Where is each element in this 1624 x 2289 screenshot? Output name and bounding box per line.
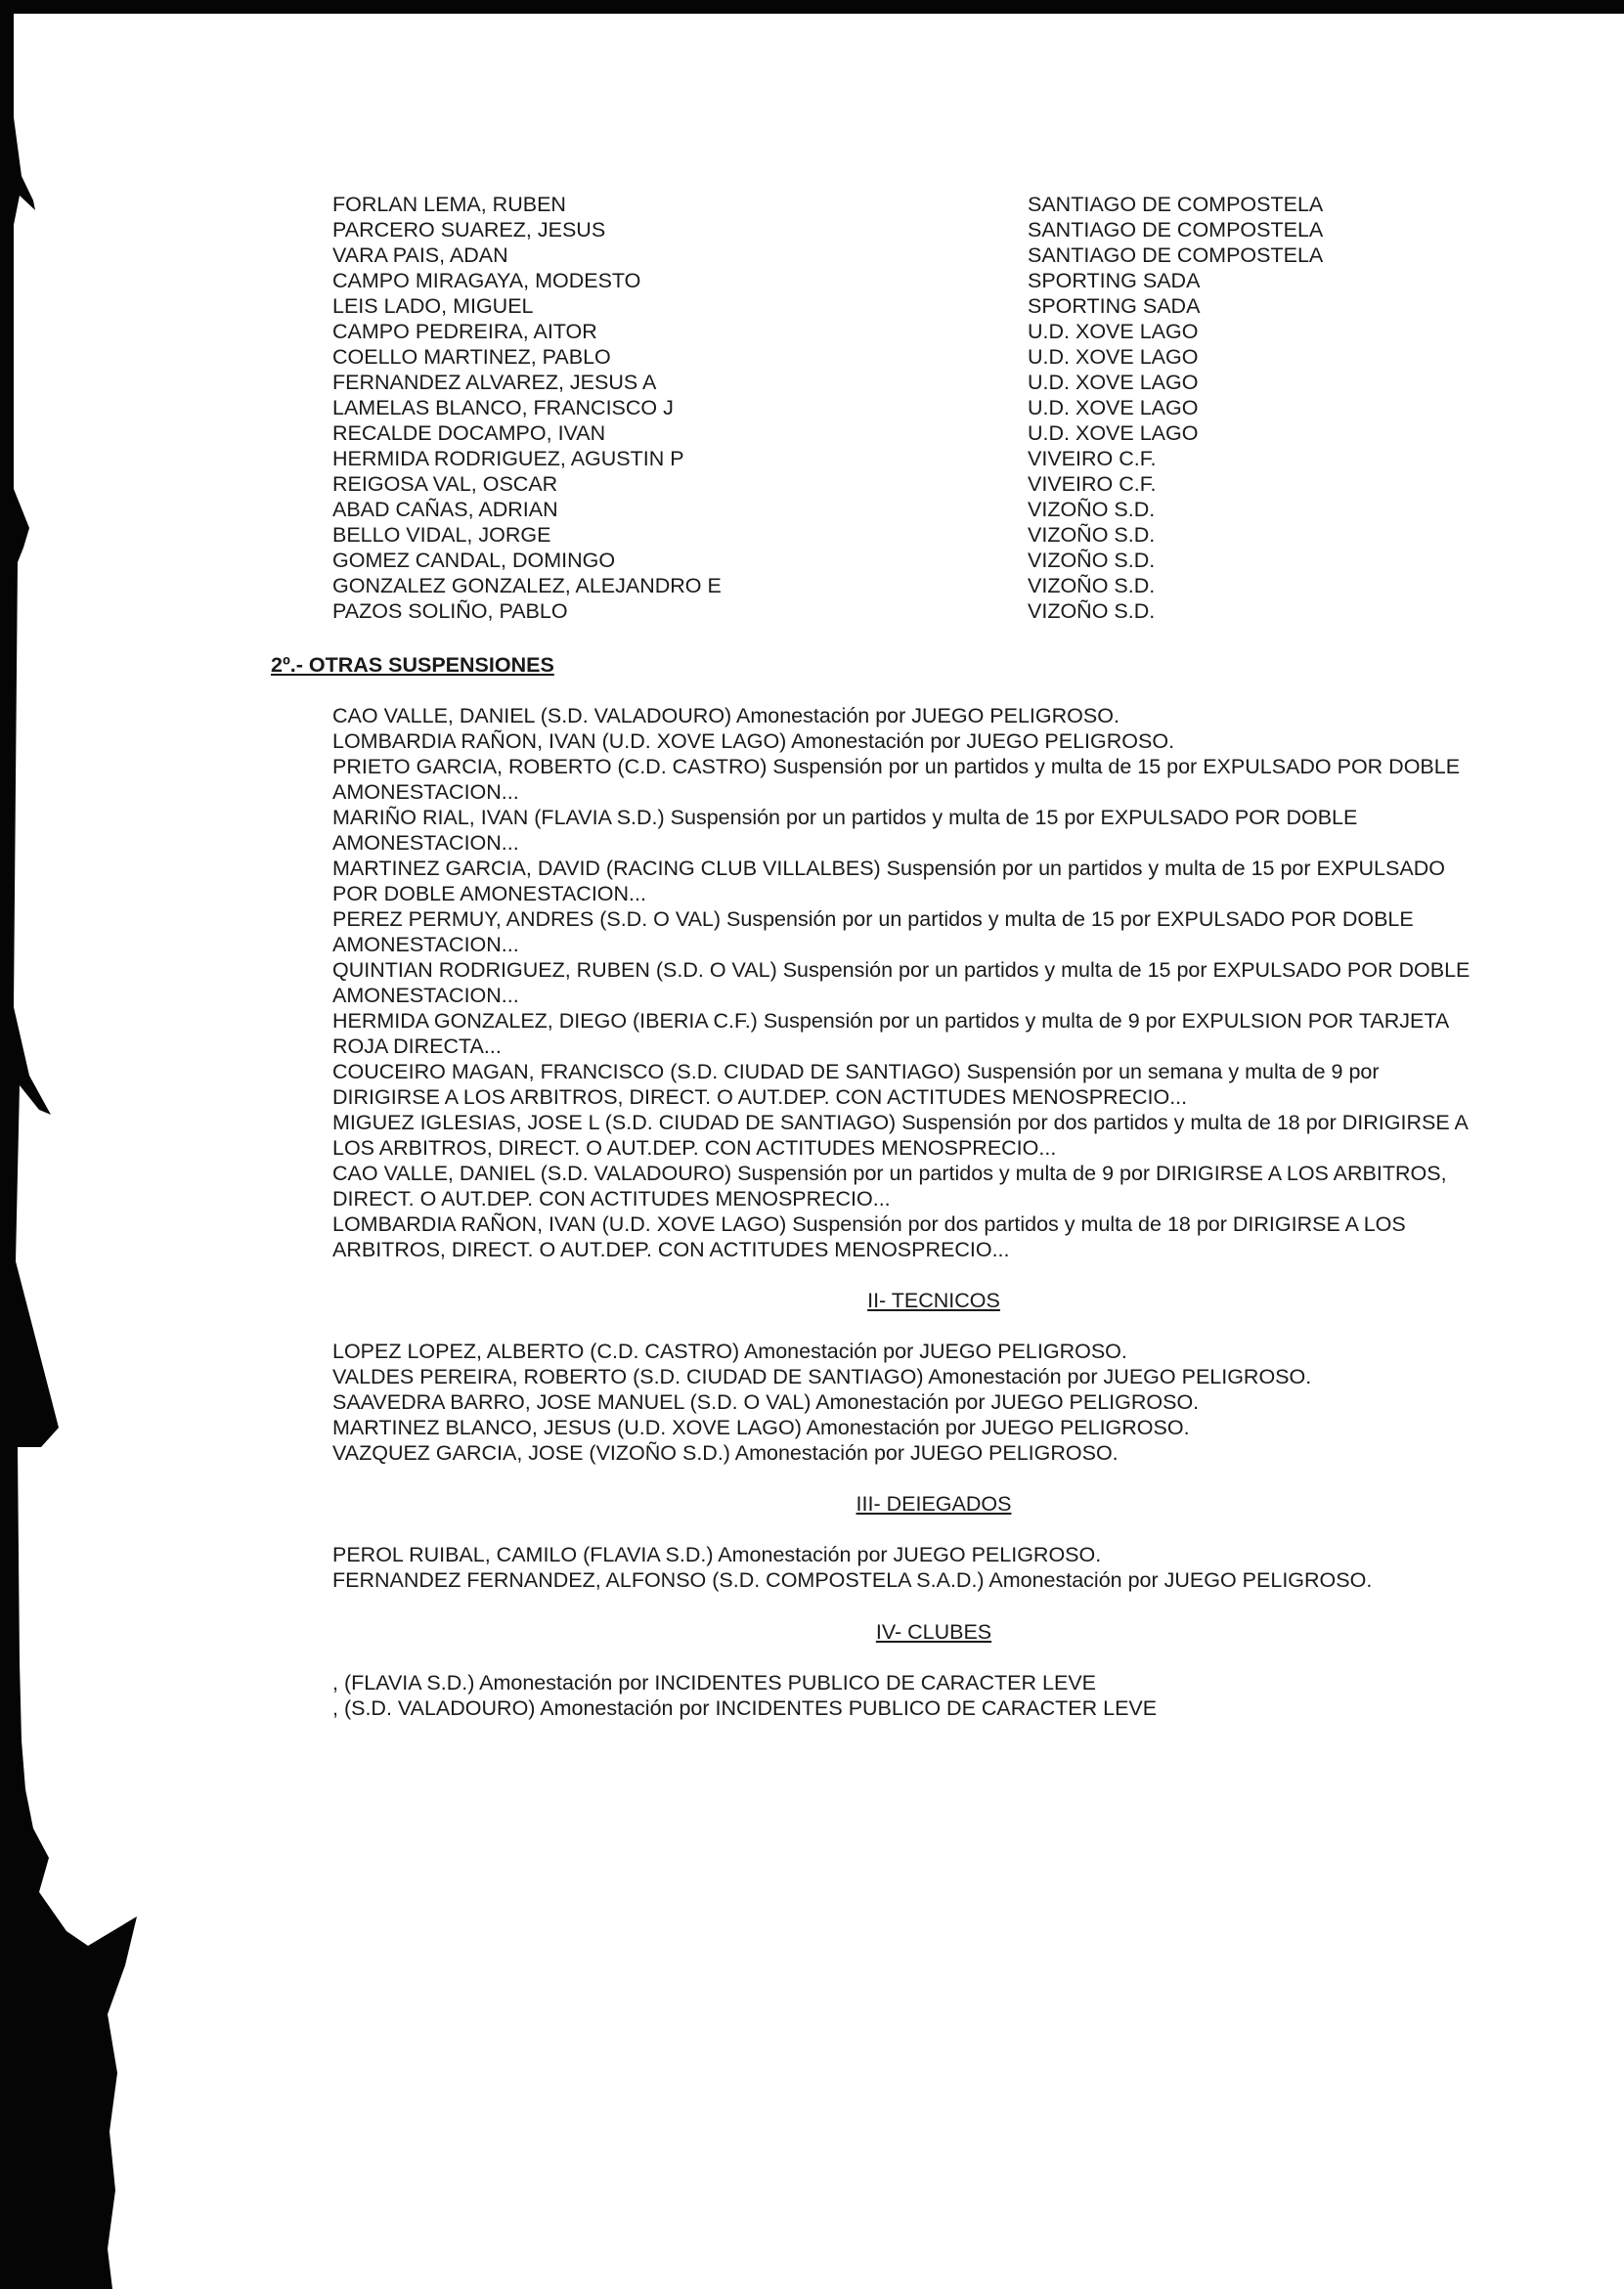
suspension-entry: LOMBARDIA RAÑON, IVAN (U.D. XOVE LAGO) Suspensión por dos partidos y multa de 18 por DIRIGIRSE A LOS ARBITROS, DIRECT. O AUT.DEP. CON ACTITUDES MENOSPRECIO... xyxy=(332,1212,1406,1261)
player-name: CAMPO PEDREIRA, AITOR xyxy=(332,320,597,343)
suspension-entry: PRIETO GARCIA, ROBERTO (C.D. CASTRO) Suspensión por un partidos y multa de 15 por EXPULSADO POR DOBLE AMONESTACION... xyxy=(332,755,1461,804)
player-name: RECALDE DOCAMPO, IVAN xyxy=(332,421,606,445)
tecnico-entry: LOPEZ LOPEZ, ALBERTO (C.D. CASTRO) Amonestación por JUEGO PELIGROSO. xyxy=(332,1340,1127,1363)
players-list xyxy=(332,192,1545,624)
subheading-clubes: IV- CLUBES xyxy=(875,1620,992,1644)
suspension-entry: HERMIDA GONZALEZ, DIEGO (IBERIA C.F.) Suspensión por un partidos y multa de 9 por EXPULSION POR TARJETA ROJA DIRECTA... xyxy=(332,1009,1450,1058)
suspension-entry: MARIÑO RIAL, IVAN (FLAVIA S.D.) Suspensión por un partidos y multa de 15 por EXPULSADO POR DOBLE AMONESTACION... xyxy=(332,806,1358,855)
player-row xyxy=(332,548,1545,573)
tecnico-entry: MARTINEZ BLANCO, JESUS (U.D. XOVE LAGO) Amonestación por JUEGO PELIGROSO. xyxy=(332,1416,1190,1439)
player-row xyxy=(332,293,1545,319)
player-row xyxy=(332,522,1545,548)
player-club: SANTIAGO DE COMPOSTELA xyxy=(1028,243,1324,267)
player-row xyxy=(332,370,1545,395)
player-club: U.D. XOVE LAGO xyxy=(1028,345,1199,369)
player-club: VIZOÑO S.D. xyxy=(1028,523,1156,547)
player-name: VARA PAIS, ADAN xyxy=(332,243,508,267)
tecnico-entry: VALDES PEREIRA, ROBERTO (S.D. CIUDAD DE SANTIAGO) Amonestación por JUEGO PELIGROSO. xyxy=(332,1365,1312,1388)
player-row xyxy=(332,395,1545,420)
tecnico-entry: SAAVEDRA BARRO, JOSE MANUEL (S.D. O VAL) Amonestación por JUEGO PELIGROSO. xyxy=(332,1390,1200,1414)
player-name: GONZALEZ GONZALEZ, ALEJANDRO E xyxy=(332,574,722,597)
player-club: U.D. XOVE LAGO xyxy=(1028,396,1199,419)
player-club: VIZOÑO S.D. xyxy=(1028,574,1156,597)
suspension-entry: CAO VALLE, DANIEL (S.D. VALADOURO) Suspensión por un partidos y multa de 9 por DIRIGIRSE A LOS ARBITROS, DIRECT. O AUT.DEP. CON ACTITUDES MENOSPRECIO... xyxy=(332,1162,1447,1211)
player-row xyxy=(332,573,1545,598)
player-club: VIZOÑO S.D. xyxy=(1028,498,1156,521)
club-entry: , (S.D. VALADOURO) Amonestación por INCIDENTES PUBLICO DE CARACTER LEVE xyxy=(332,1696,1158,1720)
suspension-entry: PEREZ PERMUY, ANDRES (S.D. O VAL) Suspensión por un partidos y multa de 15 por EXPULSADO POR DOBLE AMONESTACION... xyxy=(332,907,1414,956)
tecnico-entry: VAZQUEZ GARCIA, JOSE (VIZOÑO S.D.) Amonestación por JUEGO PELIGROSO. xyxy=(332,1441,1119,1465)
player-name: PAZOS SOLIÑO, PABLO xyxy=(332,599,568,623)
player-name: HERMIDA RODRIGUEZ, AGUSTIN P xyxy=(332,447,684,470)
subheading-delegados: III- DEIEGADOS xyxy=(856,1492,1012,1516)
player-club: U.D. XOVE LAGO xyxy=(1028,421,1199,445)
player-row xyxy=(332,446,1545,471)
player-row xyxy=(332,192,1545,217)
suspension-entry: CAO VALLE, DANIEL (S.D. VALADOURO) Amonestación por JUEGO PELIGROSO. xyxy=(332,704,1119,727)
player-row xyxy=(332,471,1545,497)
player-name: GOMEZ CANDAL, DOMINGO xyxy=(332,549,616,572)
player-name: FERNANDEZ ALVAREZ, JESUS A xyxy=(332,371,657,394)
player-row xyxy=(332,344,1545,370)
player-row xyxy=(332,598,1545,624)
player-club: SPORTING SADA xyxy=(1028,269,1201,292)
player-club: U.D. XOVE LAGO xyxy=(1028,371,1199,394)
player-row xyxy=(332,268,1545,293)
player-club: SPORTING SADA xyxy=(1028,294,1201,318)
player-name: LEIS LADO, MIGUEL xyxy=(332,294,534,318)
player-name: BELLO VIDAL, JORGE xyxy=(332,523,551,547)
subheading-tecnicos: II- TECNICOS xyxy=(867,1289,1000,1312)
player-name: FORLAN LEMA, RUBEN xyxy=(332,193,566,216)
suspension-entry: QUINTIAN RODRIGUEZ, RUBEN (S.D. O VAL) Suspensión por un partidos y multa de 15 por EXPULSADO POR DOBLE AMONESTACION... xyxy=(332,958,1470,1007)
suspension-entry: MIGUEZ IGLESIAS, JOSE L (S.D. CIUDAD DE SANTIAGO) Suspensión por dos partidos y multa de 18 por DIRIGIRSE A LOS ARBITROS, DIRECT. O AUT.DEP. CON ACTITUDES MENOSPRECIO... xyxy=(332,1111,1469,1160)
player-row xyxy=(332,217,1545,242)
section-title-otras-suspensiones: 2º.- OTRAS SUSPENSIONES xyxy=(271,653,554,677)
player-club: VIVEIRO C.F. xyxy=(1028,472,1157,496)
player-name: PARCERO SUAREZ, JESUS xyxy=(332,218,606,242)
suspension-entry: LOMBARDIA RAÑON, IVAN (U.D. XOVE LAGO) Amonestación por JUEGO PELIGROSO. xyxy=(332,729,1175,753)
player-name: CAMPO MIRAGAYA, MODESTO xyxy=(332,269,641,292)
delegados-list xyxy=(332,1542,1535,1593)
player-row xyxy=(332,242,1545,268)
player-name: REIGOSA VAL, OSCAR xyxy=(332,472,558,496)
suspension-entry: MARTINEZ GARCIA, DAVID (RACING CLUB VILLALBES) Suspensión por un partidos y multa de 15 por EXPULSADO POR DOBLE AMONESTACION... xyxy=(332,857,1445,905)
delegado-entry: FERNANDEZ FERNANDEZ, ALFONSO (S.D. COMPOSTELA S.A.D.) Amonestación por JUEGO PELIGROSO. xyxy=(332,1568,1373,1592)
player-row xyxy=(332,319,1545,344)
player-club: VIZOÑO S.D. xyxy=(1028,599,1156,623)
player-club: SANTIAGO DE COMPOSTELA xyxy=(1028,193,1324,216)
player-name: ABAD CAÑAS, ADRIAN xyxy=(332,498,558,521)
player-name: LAMELAS BLANCO, FRANCISCO J xyxy=(332,396,674,419)
delegado-entry: PEROL RUIBAL, CAMILO (FLAVIA S.D.) Amonestación por JUEGO PELIGROSO. xyxy=(332,1543,1102,1566)
club-entry: , (FLAVIA S.D.) Amonestación por INCIDENTES PUBLICO DE CARACTER LEVE xyxy=(332,1671,1097,1695)
player-club: SANTIAGO DE COMPOSTELA xyxy=(1028,218,1324,242)
tecnicos-list xyxy=(332,1339,1535,1466)
player-name: COELLO MARTINEZ, PABLO xyxy=(332,345,611,369)
player-club: VIZOÑO S.D. xyxy=(1028,549,1156,572)
clubes-list xyxy=(332,1670,1535,1721)
player-row xyxy=(332,497,1545,522)
suspension-entry: COUCEIRO MAGAN, FRANCISCO (S.D. CIUDAD DE SANTIAGO) Suspensión por un semana y multa de 9 por DIRIGIRSE A LOS ARBITROS, DIRECT. O AUT.DEP. CON ACTITUDES MENOSPRECIO... xyxy=(332,1060,1380,1109)
otras-suspensiones-list xyxy=(332,703,1535,1262)
player-row xyxy=(332,420,1545,446)
player-club: U.D. XOVE LAGO xyxy=(1028,320,1199,343)
player-club: VIVEIRO C.F. xyxy=(1028,447,1157,470)
